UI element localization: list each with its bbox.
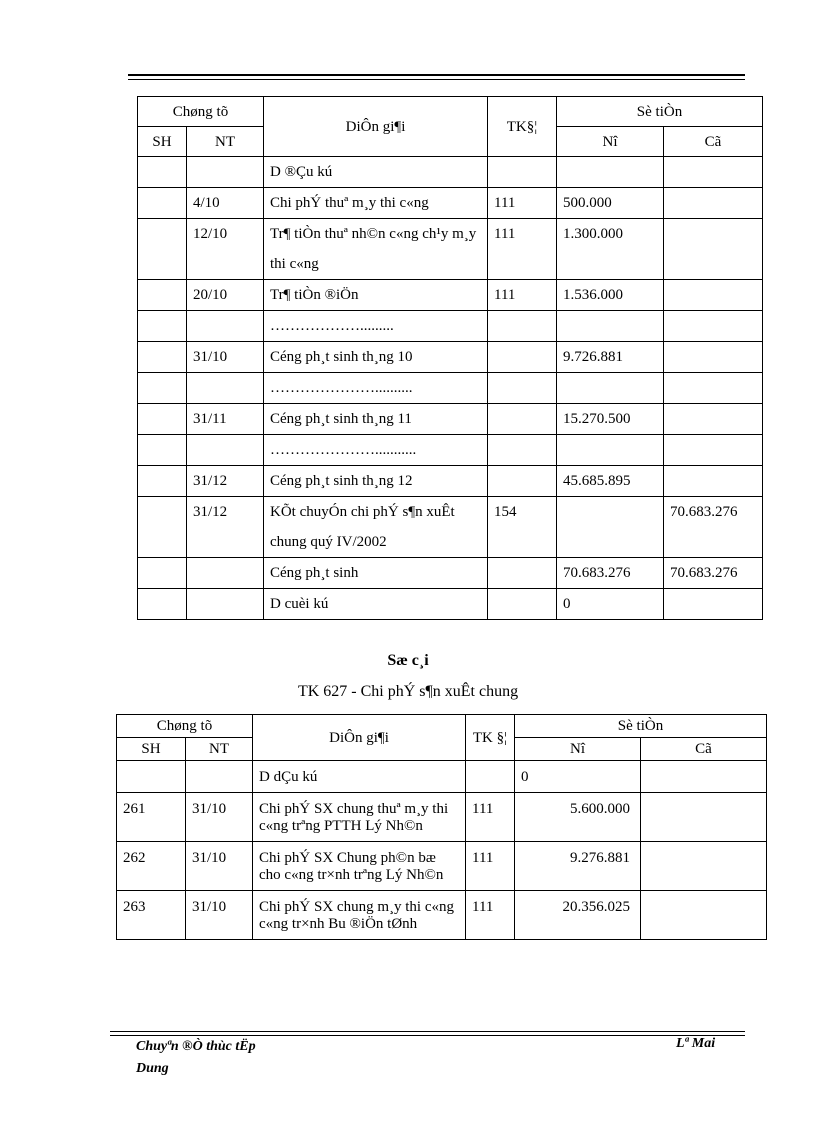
table-row — [138, 558, 763, 589]
table-cell — [138, 219, 187, 280]
table-cell — [138, 435, 187, 466]
table-cell: 111 — [488, 188, 557, 219]
footer-author: Lª Mai — [676, 1036, 716, 1051]
table-cell: 31/12 — [187, 497, 264, 558]
table-cell — [664, 188, 763, 219]
table-cell — [187, 435, 264, 466]
table-cell — [186, 761, 253, 793]
table-cell: 31/12 — [187, 466, 264, 497]
table-cell: 12/10 — [187, 219, 264, 280]
table-cell — [488, 404, 557, 435]
table-cell — [138, 497, 187, 558]
table-cell: Tr¶ tiÒn thuª nh©n c«ng ch¹y m¸y thi c«ng — [264, 219, 488, 280]
table-row — [138, 373, 763, 404]
table-row — [138, 589, 763, 620]
table-cell: 262 — [117, 842, 186, 891]
header-tk: TK§¦ — [488, 97, 557, 157]
table-cell — [138, 466, 187, 497]
table-cell — [488, 311, 557, 342]
table-cell — [664, 342, 763, 373]
header-co: Cã — [641, 738, 767, 761]
header-so-tien: Sè tiÒn — [557, 97, 763, 127]
table-cell: 5.600.000 — [515, 793, 641, 842]
table-cell — [664, 157, 763, 188]
header-dien-giai: DiÔn gi¶i — [264, 97, 488, 157]
table-cell — [557, 311, 664, 342]
table-cell: 20/10 — [187, 280, 264, 311]
table-cell: 9.726.881 — [557, 342, 664, 373]
table-cell — [641, 793, 767, 842]
table-cell — [641, 842, 767, 891]
table-cell: 263 — [117, 891, 186, 940]
table-row — [138, 311, 763, 342]
table-cell — [664, 280, 763, 311]
table-cell: 111 — [466, 842, 515, 891]
table-cell — [664, 466, 763, 497]
table-row — [117, 842, 767, 891]
table-cell: Céng ph¸t sinh th¸ng 10 — [264, 342, 488, 373]
table-cell — [664, 435, 763, 466]
table-cell: …………………........... — [264, 435, 488, 466]
header-co: Cã — [664, 127, 763, 157]
table-cell: ………………….......... — [264, 373, 488, 404]
table-cell — [187, 558, 264, 589]
table-cell: 154 — [488, 497, 557, 558]
table-cell: Chi phÝ SX chung m¸y thi c«ng c«ng tr×nh Bu ®iÖn tØnh — [253, 891, 466, 940]
table-cell — [488, 435, 557, 466]
header-no: Nî — [515, 738, 641, 761]
table-cell: 31/10 — [187, 342, 264, 373]
table-row — [138, 342, 763, 373]
table-cell — [138, 342, 187, 373]
table-row — [117, 891, 767, 940]
table-cell — [488, 466, 557, 497]
table-cell — [187, 157, 264, 188]
table-cell: 1.536.000 — [557, 280, 664, 311]
table-cell — [138, 188, 187, 219]
header-nt: NT — [186, 738, 253, 761]
expense-table — [137, 96, 763, 620]
table-cell: 31/11 — [187, 404, 264, 435]
header-sh: SH — [117, 738, 186, 761]
table-cell: D cuèi kú — [264, 589, 488, 620]
footer-left — [136, 1036, 256, 1080]
table-cell — [557, 157, 664, 188]
table-cell — [664, 219, 763, 280]
table-row — [138, 188, 763, 219]
table-cell: 111 — [488, 280, 557, 311]
table-cell — [664, 311, 763, 342]
table-cell — [138, 311, 187, 342]
table-cell: Chi phÝ SX Chung ph©n bæ cho c«ng tr×nh trªng Lý Nh©n — [253, 842, 466, 891]
table-cell: Tr¶ tiÒn ®iÖn — [264, 280, 488, 311]
table-row — [138, 157, 763, 188]
ledger-subtitle: TK 627 - Chi phÝ s¶n xuÊt chung — [297, 683, 519, 700]
table-row — [117, 793, 767, 842]
table-cell: Chi phÝ SX chung thuª m¸y thi c«ng trªng PTTH Lý Nh©n — [253, 793, 466, 842]
header-sh: SH — [138, 127, 187, 157]
top-rule — [128, 74, 745, 80]
table-cell: 31/10 — [186, 793, 253, 842]
table-cell: 1.300.000 — [557, 219, 664, 280]
ledger-table — [116, 714, 767, 940]
header-nt: NT — [187, 127, 264, 157]
table-row — [117, 761, 767, 793]
table-cell: 31/10 — [186, 891, 253, 940]
table-cell — [488, 558, 557, 589]
table-cell: 111 — [488, 219, 557, 280]
table-cell — [138, 280, 187, 311]
table-cell — [664, 373, 763, 404]
table-cell: 500.000 — [557, 188, 664, 219]
table-row — [138, 435, 763, 466]
table-cell: 0 — [515, 761, 641, 793]
table-cell — [557, 435, 664, 466]
header-chung-tu: Chøng tõ — [138, 97, 264, 127]
table-row — [138, 404, 763, 435]
table-cell — [466, 761, 515, 793]
ledger-title: Sæ c¸i — [387, 652, 429, 669]
table-cell — [488, 157, 557, 188]
table-cell — [488, 373, 557, 404]
table-cell — [557, 373, 664, 404]
table-row — [138, 280, 763, 311]
table-cell — [138, 558, 187, 589]
table-row — [138, 219, 763, 280]
table-cell: 70.683.276 — [664, 497, 763, 558]
table-cell — [641, 891, 767, 940]
table-cell: KÕt chuyÓn chi phÝ s¶n xuÊt chung quý IV/2002 — [264, 497, 488, 558]
table-cell — [138, 157, 187, 188]
table-row — [138, 466, 763, 497]
table-cell: 45.685.895 — [557, 466, 664, 497]
table-cell — [187, 589, 264, 620]
header-no: Nî — [557, 127, 664, 157]
table-row — [138, 497, 763, 558]
table-cell: 70.683.276 — [664, 558, 763, 589]
header-so-tien: Sè tiÒn — [515, 715, 767, 738]
header-tk: TK §¦ — [466, 715, 515, 761]
table-cell: D dÇu kú — [253, 761, 466, 793]
table-cell — [187, 311, 264, 342]
footer-title-cont: Dung — [136, 1061, 169, 1076]
header-dien-giai: DiÔn gi¶i — [253, 715, 466, 761]
table-cell: 9.276.881 — [515, 842, 641, 891]
table-cell: Chi phÝ thuª m¸y thi c«ng — [264, 188, 488, 219]
table-cell — [138, 373, 187, 404]
table-cell — [488, 589, 557, 620]
table-cell — [138, 589, 187, 620]
table-cell — [664, 589, 763, 620]
table-cell: 70.683.276 — [557, 558, 664, 589]
table-cell: Céng ph¸t sinh th¸ng 11 — [264, 404, 488, 435]
table-cell: ………………......... — [264, 311, 488, 342]
table-cell: 111 — [466, 891, 515, 940]
table-cell — [557, 497, 664, 558]
header-chung-tu: Chøng tõ — [117, 715, 253, 738]
table-cell — [488, 342, 557, 373]
table-cell: 20.356.025 — [515, 891, 641, 940]
table-cell: 31/10 — [186, 842, 253, 891]
table-cell: 261 — [117, 793, 186, 842]
table-cell: Céng ph¸t sinh th¸ng 12 — [264, 466, 488, 497]
footer-title: Chuyªn ®Ò thùc tËp — [136, 1039, 256, 1054]
table-cell — [138, 404, 187, 435]
table-cell — [641, 761, 767, 793]
table-cell: 15.270.500 — [557, 404, 664, 435]
table-cell: 111 — [466, 793, 515, 842]
table-cell: 0 — [557, 589, 664, 620]
table-cell: D ®Çu kú — [264, 157, 488, 188]
table-cell: 4/10 — [187, 188, 264, 219]
table-cell — [187, 373, 264, 404]
table-cell — [664, 404, 763, 435]
table-cell: Céng ph¸t sinh — [264, 558, 488, 589]
table-cell — [117, 761, 186, 793]
